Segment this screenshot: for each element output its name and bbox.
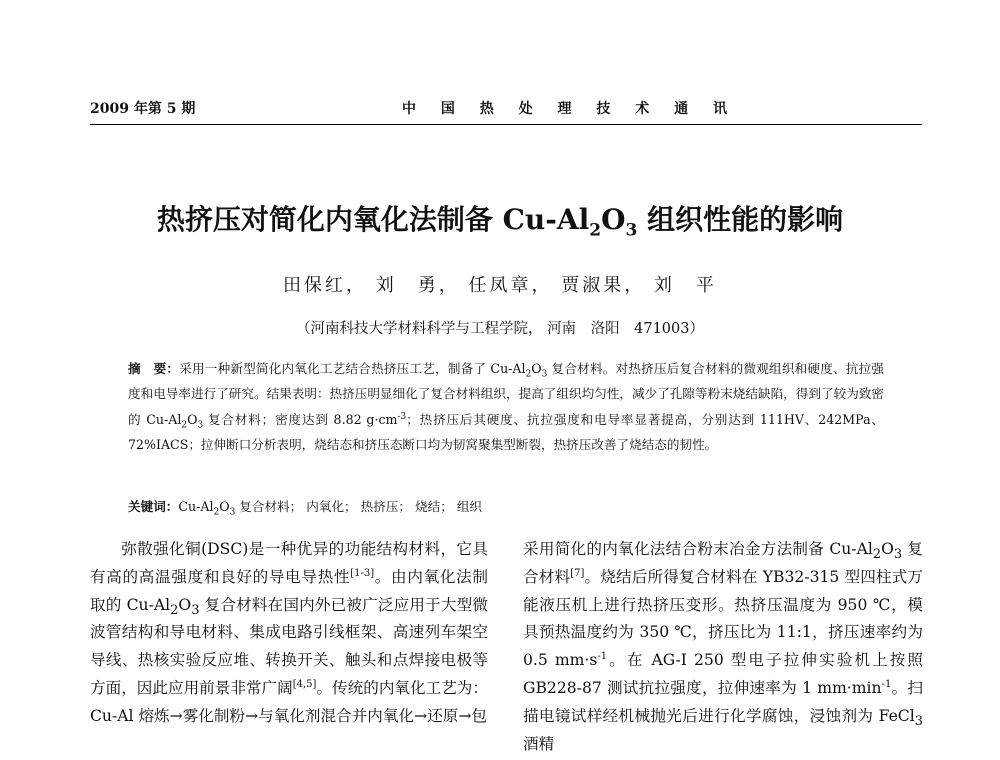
abstract: 摘 要：采用一种新型简化内氧化工艺结合热挤压工艺，制备了 $Cu-Al_2O_3$ 复合材料。对热挤压后复合材料的微观组织和硬度、抗拉强度和电导率进行了研究。结果表明：热挤压明显细化了复合材料组织，提高了组织均匀性，减少了孔隙等粉末烧结缺陷，得到了较为致密的 $Cu-Al_2O_3$ 复合材料；密度达到 8.82 $g\cdot cm^{-3}$；热挤压后其硬度、抗拉强度和电导率显著提高，分别达到 111HV、242MPa、72%IACS；拉伸断口分析表明，烧结态和挤压态断口均为韧窝聚集型断裂，热挤压改善了烧结态的韧性。: [128, 361, 884, 453]
citation: [1-3]: [350, 567, 375, 579]
body-column-left: [90, 536, 488, 731]
body-column-right: [523, 536, 923, 758]
citation: [4,5]: [292, 678, 317, 690]
paper-title: 热挤压对简化内氧化法制备 $Cu-Al_2O_3$ 组织性能的影响: [156, 203, 844, 241]
running-header: [90, 98, 922, 120]
paragraph: 采用简化的内氧化法结合粉末冶金方法制备 $Cu-Al_2O_3$ 复合材料[7]。烧结后所得复合材料在 YB32-315 型四柱式万能液压机上进行热挤压变形。热挤压温度为 950 ℃，模具预热温度约为 350 ℃，挤压比为 11:1，挤压速率约为 0.5 $mm\cdot s^{-1}$。在 AG-I 250 型电子拉伸实验机上按照 GB228-87 测试抗拉强度，拉伸速率为 1 $mm\cdot\min^{-1}$。扫描电镜试样经机械抛光后进行化学腐蚀，浸蚀剂为 FeCl$_3$ 酒精: [523, 540, 923, 753]
journal-name: 中 国 热 处 理 技 术 通 讯: [402, 101, 737, 117]
citation: [7]: [570, 567, 585, 579]
affiliation: （河南科技大学材料科学与工程学院， 河南 洛阳 471003）: [296, 321, 704, 337]
keywords: 关键词：$Cu-Al_2O_3$ 复合材料； 内氧化； 热挤压； 烧结； 组织: [128, 499, 483, 518]
header-rule: [90, 124, 922, 125]
paragraph: 弥散强化铜(DSC)是一种优异的功能结构材料，它具有高的高温强度和良好的导电导热性[1-3]。由内氧化法制取的 $Cu-Al_2O_3$ 复合材料在国内外已被广泛应用于大型微波管结构和导电材料、集成电路引线框架、高速列车架空导线、热核实验反应堆、转换开关、触头和点焊接电极等方面，因此应用前景非常广阔[4,5]。传统的内氧化工艺为：Cu-Al 熔炼→雾化制粉→与氧化剂混合并内氧化→还原→包: [90, 540, 488, 725]
issue-number: 2009 年第 5 期: [90, 101, 196, 117]
author-list: 田保红， 刘 勇， 任凤章， 贾淑果， 刘 平: [283, 275, 717, 296]
abstract-label: 摘 要：: [128, 361, 180, 376]
keywords-label: 关键词：: [128, 499, 179, 514]
